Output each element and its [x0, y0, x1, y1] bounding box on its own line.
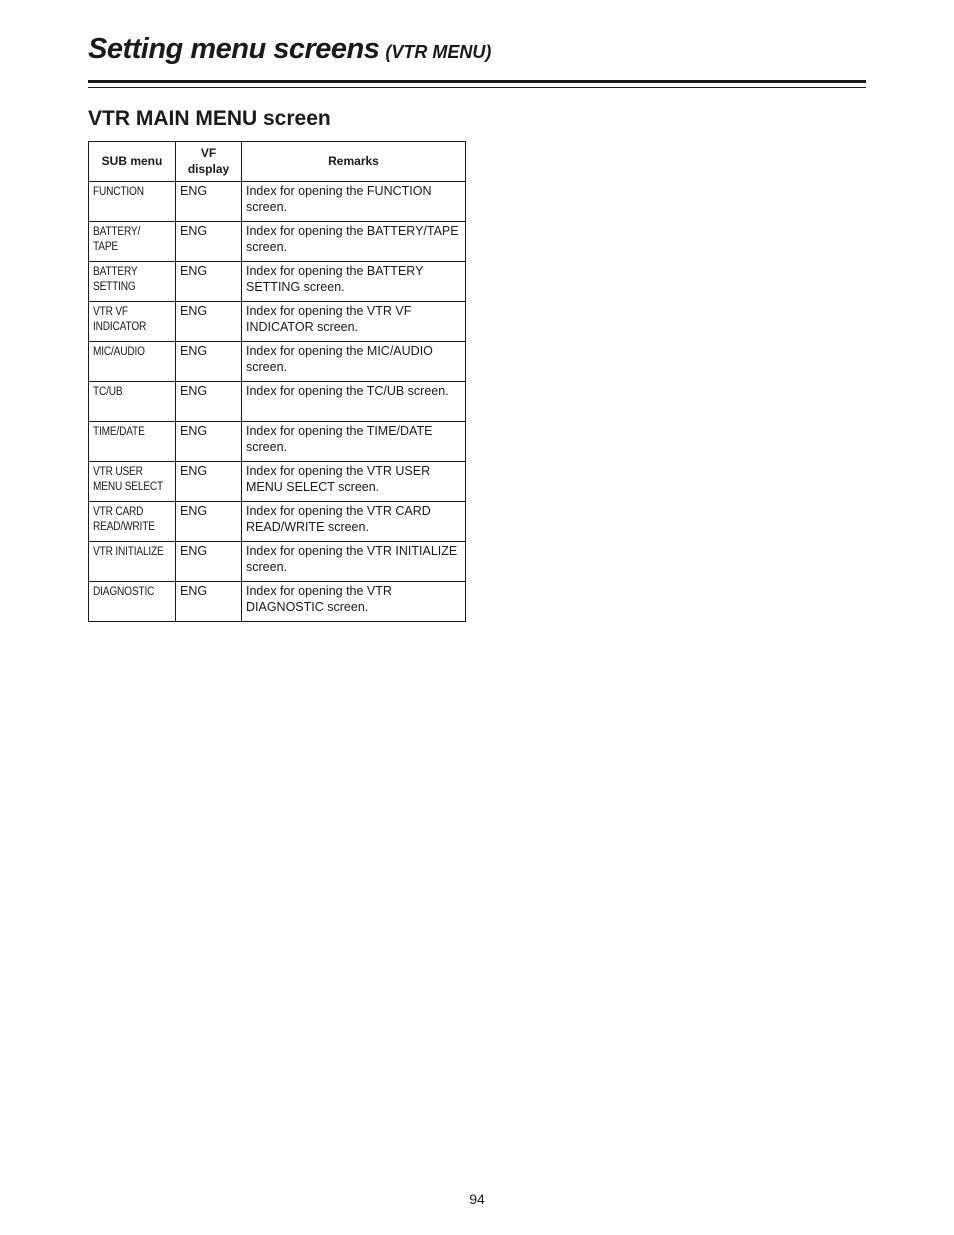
remarks-cell: Index for opening the VTR VF INDICATOR screen.	[242, 302, 466, 342]
remarks-cell: Index for opening the TIME/DATE screen.	[242, 422, 466, 462]
sub-menu-label: BATTERY SETTING	[93, 266, 138, 293]
table-row	[89, 542, 466, 582]
sub-menu-label: TIME/DATE	[93, 426, 145, 438]
sub-menu-cell	[89, 262, 176, 302]
sub-menu-label: VTR CARD READ/WRITE	[93, 506, 155, 533]
vtr-main-menu-table	[88, 141, 466, 622]
vf-display-cell: ENG	[176, 462, 242, 502]
vf-display-cell: ENG	[176, 302, 242, 342]
table-header-row	[89, 142, 466, 182]
remarks-cell: Index for opening the FUNCTION screen.	[242, 182, 466, 222]
remarks-cell: Index for opening the BATTERY/TAPE screen.	[242, 222, 466, 262]
table-row	[89, 462, 466, 502]
table-row	[89, 262, 466, 302]
sub-menu-cell	[89, 582, 176, 622]
sub-menu-label: VTR INITIALIZE	[93, 546, 164, 558]
remarks-cell: Index for opening the VTR CARD READ/WRITE screen.	[242, 502, 466, 542]
sub-menu-cell	[89, 182, 176, 222]
vf-display-cell: ENG	[176, 222, 242, 262]
table-row	[89, 342, 466, 382]
sub-menu-cell	[89, 422, 176, 462]
remarks-cell: Index for opening the TC/UB screen.	[242, 382, 466, 422]
page-title	[88, 31, 491, 64]
vf-display-cell: ENG	[176, 182, 242, 222]
remarks-cell: Index for opening the MIC/AUDIO screen.	[242, 342, 466, 382]
sub-menu-label: VTR VF INDICATOR	[93, 306, 147, 333]
page-title-subtitle: (VTR MENU)	[385, 42, 492, 62]
table-row	[89, 582, 466, 622]
column-header-sub-menu: SUB menu	[89, 142, 176, 182]
sub-menu-cell	[89, 462, 176, 502]
vf-display-cell: ENG	[176, 422, 242, 462]
header-rule-thin	[88, 87, 866, 88]
sub-menu-cell	[89, 302, 176, 342]
sub-menu-cell	[89, 502, 176, 542]
remarks-cell: Index for opening the VTR INITIALIZE screen.	[242, 542, 466, 582]
table-row	[89, 502, 466, 542]
vf-display-cell: ENG	[176, 262, 242, 302]
remarks-cell: Index for opening the VTR USER MENU SELECT screen.	[242, 462, 466, 502]
vf-display-cell: ENG	[176, 582, 242, 622]
section-heading: VTR MAIN MENU screen	[88, 107, 331, 130]
table-body	[89, 182, 466, 622]
column-header-vf-display: VF display	[176, 142, 242, 182]
page-number: 94	[469, 1191, 485, 1207]
vf-display-cell: ENG	[176, 542, 242, 582]
table-row	[89, 302, 466, 342]
table-row	[89, 222, 466, 262]
sub-menu-label: BATTERY/ TAPE	[93, 226, 141, 253]
vf-display-cell: ENG	[176, 502, 242, 542]
sub-menu-cell	[89, 222, 176, 262]
table-row	[89, 382, 466, 422]
table-row	[89, 422, 466, 462]
table-row	[89, 182, 466, 222]
sub-menu-cell	[89, 382, 176, 422]
sub-menu-label: VTR USER MENU SELECT	[93, 466, 164, 493]
column-header-remarks: Remarks	[242, 142, 466, 182]
header-rule-thick	[88, 80, 866, 83]
sub-menu-cell	[89, 542, 176, 582]
remarks-cell: Index for opening the VTR DIAGNOSTIC screen.	[242, 582, 466, 622]
sub-menu-label: MIC/AUDIO	[93, 346, 145, 358]
remarks-cell: Index for opening the BATTERY SETTING screen.	[242, 262, 466, 302]
sub-menu-cell	[89, 342, 176, 382]
page-title-main: Setting menu screens	[88, 33, 380, 65]
sub-menu-label: DIAGNOSTIC	[93, 586, 155, 598]
sub-menu-label: TC/UB	[93, 386, 123, 398]
sub-menu-label: FUNCTION	[93, 186, 144, 198]
vf-display-cell: ENG	[176, 342, 242, 382]
vf-display-cell: ENG	[176, 382, 242, 422]
